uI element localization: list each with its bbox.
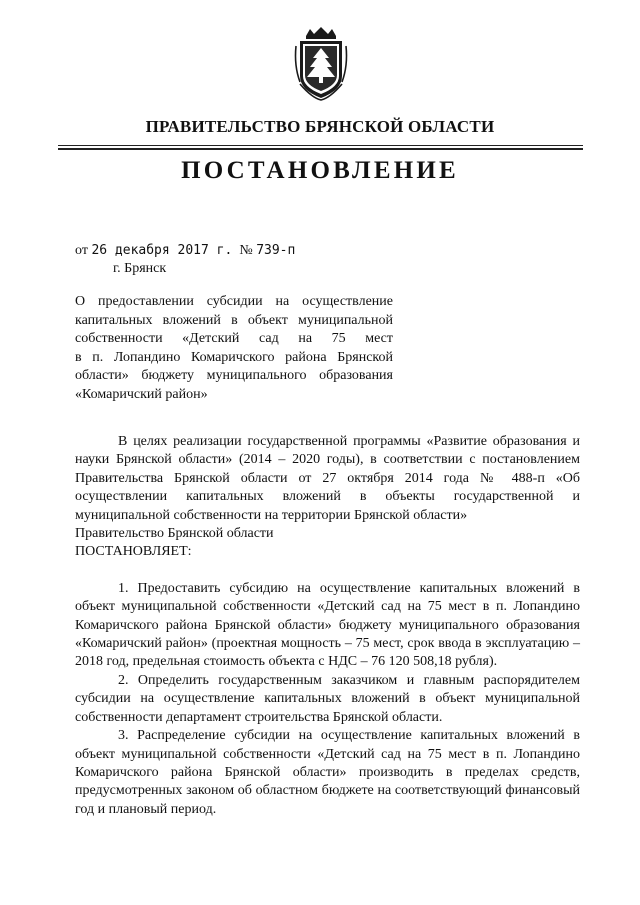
document-body bbox=[75, 433, 580, 819]
header-rule-thick bbox=[58, 148, 583, 150]
document-type-title: ПОСТАНОВЛЕНИЕ bbox=[181, 157, 459, 184]
document-date: 26 декабря 2017 г. bbox=[91, 243, 233, 258]
document-city: г. Брянск bbox=[113, 261, 167, 276]
document-subject bbox=[75, 293, 393, 405]
subject-line: капитальных вложений в объект муниципальной bbox=[75, 312, 393, 328]
resolution-item-2: 2. Определить государственным заказчиком и главным распорядителем субсидии на осуществление капитальных вложений в объект муниципальной собственности департамент строительства Брянской области. bbox=[75, 672, 580, 725]
issuer-line: Правительство Брянской области bbox=[75, 526, 274, 542]
date-number-line bbox=[75, 243, 295, 259]
government-title: ПРАВИТЕЛЬСТВО БРЯНСКОЙ ОБЛАСТИ bbox=[145, 117, 495, 136]
subject-line: «Комаричский район» bbox=[75, 386, 208, 402]
subject-line: в п. Лопандино Комаричского района Брянской bbox=[75, 349, 393, 365]
document-number: 739-п bbox=[256, 243, 296, 258]
subject-line: собственности «Детский сад на 75 мест bbox=[75, 331, 393, 347]
subject-line: О предоставлении субсидии на осуществление bbox=[75, 294, 393, 309]
bryansk-coat-of-arms-icon bbox=[292, 26, 350, 102]
preamble-paragraph: В целях реализации государственной программы «Развитие образования и науки Брянской области» (2014 – 2020 годы), в соответствии с постановлением Правительства Брянской области от 27 октября 2014 года № 488-п «Об осуществлении капитальных вложений в объекты государственной и муниципальной собственности на территории Брянской области» bbox=[75, 434, 580, 523]
subject-line: области» бюджету муниципального образования bbox=[75, 368, 393, 384]
number-prefix: № bbox=[239, 243, 253, 258]
resolution-item-3: 3. Распределение субсидии на осуществление капитальных вложений в объект муниципальной собственности «Детский сад на 75 мест в п. Лопандино Комаричского района Брянской области» производить в пределах средств, предусмотренных законом об областном бюджете на соответствующий финансовый год и плановый период. bbox=[75, 728, 580, 817]
resolves-line: ПОСТАНОВЛЯЕТ: bbox=[75, 544, 192, 560]
header-rule-thin bbox=[58, 145, 583, 146]
date-prefix: от bbox=[75, 243, 88, 258]
resolution-item-1: 1. Предоставить субсидию на осуществление капитальных вложений в объект муниципальной собственности «Детский сад на 75 мест в п. Лопандино Комаричского района Брянской области» бюджету муниципального образования «Комаричский район» (проектная мощность – 75 мест, срок ввода в эксплуатацию – 2018 год, предельная стоимость объекта с НДС – 76 120 508,18 рубля). bbox=[75, 580, 580, 670]
